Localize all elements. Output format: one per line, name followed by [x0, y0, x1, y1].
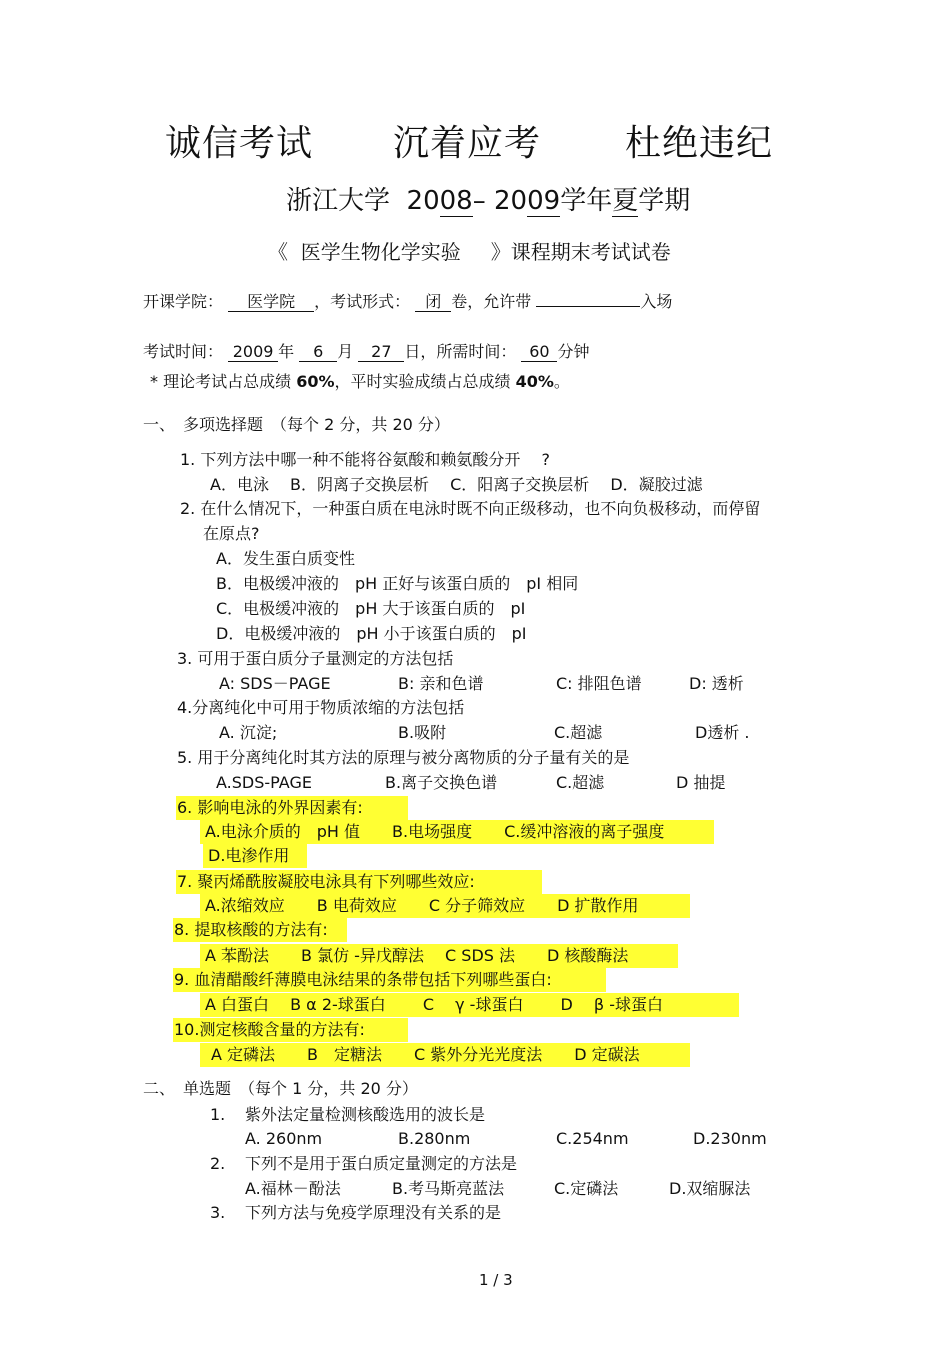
q9-stem: 9. 血清醋酸纤薄膜电泳结果的条带包括下列哪些蛋白: [174, 970, 552, 989]
s2-q2-number: 2. [210, 1154, 226, 1173]
q8-options: A 苯酚法 B 氯仿 -异戊醇法 C SDS 法 D 核酸酶法 [205, 946, 629, 965]
q6-option-d: D.电渗作用 [208, 846, 290, 865]
motto-1: 诚信考试 [165, 123, 314, 164]
s2-q2-option-b: B.考马斯亮蓝法 [392, 1179, 505, 1198]
time-line: 考试时间： 2009 年 6 月 27 日，所需时间： 60 分钟 [143, 342, 590, 361]
university-name: 浙江大学 [286, 186, 391, 216]
q7-options: A.浓缩效应 B 电荷效应 C 分子筛效应 D 扩散作用 [205, 896, 639, 915]
college-line: 开课学院： 医学院 ，考试形式： 闭 卷，允许带 入场 [143, 292, 673, 311]
lab-share: 40% [515, 372, 554, 391]
q1-stem: 1. 下列方法中哪一种不能将谷氨酸和赖氨酸分开 ? [180, 450, 550, 469]
q3-stem: 3. 可用于蛋白质分子量测定的方法包括 [177, 649, 454, 668]
theory-share: 60% [296, 372, 335, 391]
s2-q2-option-c: C.定磷法 [554, 1179, 619, 1198]
s2-q1-option-b: B.280nm [398, 1129, 471, 1148]
motto-2: 沉着应考 [393, 123, 542, 164]
q4-option-a: A. 沉淀; [219, 723, 278, 742]
q2-option-c: C．电极缓冲液的 pH 大于该蛋白质的 pI [216, 599, 526, 618]
q9-options: A 白蛋白 B α 2-球蛋白 C γ -球蛋白 D β -球蛋白 [205, 995, 664, 1014]
s2-q3-stem: 下列方法与免疫学原理没有关系的是 [245, 1203, 502, 1222]
s2-q1-option-c: C.254nm [556, 1129, 629, 1148]
s2-q1-stem: 紫外法定量检测核酸选用的波长是 [245, 1105, 486, 1124]
course-title: 《 医学生物化学实验 》课程期末考试试卷 [268, 240, 671, 264]
score-note: * 理论考试占总成绩 60%，平时实验成绩占总成绩 40%。 [150, 372, 570, 391]
exam-form-value: 闭 [415, 293, 451, 312]
q2-option-a: A．发生蛋白质变性 [216, 549, 355, 568]
s2-q2-stem: 下列不是用于蛋白质定量测定的方法是 [245, 1154, 518, 1173]
course-name: 医学生物化学实验 [300, 240, 461, 264]
s2-q3-number: 3. [210, 1203, 226, 1222]
q3-option-b: B: 亲和色谱 [398, 674, 484, 693]
q1-options: A．电泳 B．阴离子交换层析 C．阳离子交换层析 D．凝胶过滤 [210, 475, 703, 494]
q4-option-c: C.超滤 [554, 723, 603, 742]
s2-q1-option-a: A. 260nm [245, 1129, 323, 1148]
q6-stem: 6. 影响电泳的外界因素有: [177, 798, 363, 817]
q5-option-a: A.SDS-PAGE [216, 773, 312, 792]
q2-stem: 2. 在什么情况下，一种蛋白质在电泳时既不向正级移动，也不向负极移动，而停留 [180, 499, 761, 518]
q2-option-d: D．电极缓冲液的 pH 小于该蛋白质的 pI [216, 624, 527, 643]
q4-option-d: D透析 . [695, 723, 750, 742]
q5-stem: 5. 用于分离纯化时其方法的原理与被分离物质的分子量有关的是 [177, 748, 630, 767]
q5-option-d: D 抽提 [676, 773, 726, 792]
q10-options: A 定磷法 B 定糖法 C 紫外分光光度法 D 定碳法 [211, 1045, 640, 1064]
q3-option-a: A: SDS－PAGE [219, 674, 331, 693]
s2-q1-option-d: D.230nm [693, 1129, 767, 1148]
q3-option-d: D: 透析 [689, 674, 744, 693]
term-underlined: 夏 [612, 186, 639, 216]
q3-option-c: C: 排阻色谱 [556, 674, 642, 693]
section2-title: 二、 单选题 （每个 1 分，共 20 分） [143, 1079, 418, 1098]
q7-stem: 7. 聚丙烯酰胺凝胶电泳具有下列哪些效应: [177, 872, 475, 891]
q8-stem: 8. 提取核酸的方法有: [174, 920, 328, 939]
allowed-items-blank [536, 306, 640, 307]
q4-option-b: B.吸附 [398, 723, 447, 742]
page-number: 1 / 3 [479, 1271, 513, 1289]
q2-stem-cont: 在原点? [203, 524, 260, 543]
college-value: 医学院 [228, 293, 314, 312]
q5-option-c: C.超滤 [556, 773, 605, 792]
motto-3: 杜绝违纪 [625, 123, 774, 164]
exam-day: 27 [358, 343, 404, 362]
q6-options: A.电泳介质的 pH 值 B.电场强度 C.缓冲溶液的离子强度 [205, 822, 665, 841]
q5-option-b: B.离子交换色谱 [385, 773, 498, 792]
q4-stem: 4.分离纯化中可用于物质浓缩的方法包括 [177, 698, 465, 717]
q10-stem: 10.测定核酸含量的方法有: [174, 1020, 365, 1039]
s2-q1-number: 1. [210, 1105, 226, 1124]
year2-underlined: 09 [527, 186, 561, 216]
section1-title: 一、 多项选择题 （每个 2 分，共 20 分） [143, 415, 450, 434]
q2-option-b: B．电极缓冲液的 pH 正好与该蛋白质的 pI 相同 [216, 574, 579, 593]
exam-month: 6 [299, 343, 337, 362]
s2-q2-option-d: D.双缩脲法 [669, 1179, 751, 1198]
s2-q2-option-a: A.福林－酚法 [245, 1179, 341, 1198]
exam-year: 2009 [228, 343, 278, 362]
exam-duration: 60 [521, 343, 557, 362]
year1-underlined: 08 [439, 186, 473, 216]
exam-title: 浙江大学 2008– 2009学年夏学期 [286, 186, 691, 216]
